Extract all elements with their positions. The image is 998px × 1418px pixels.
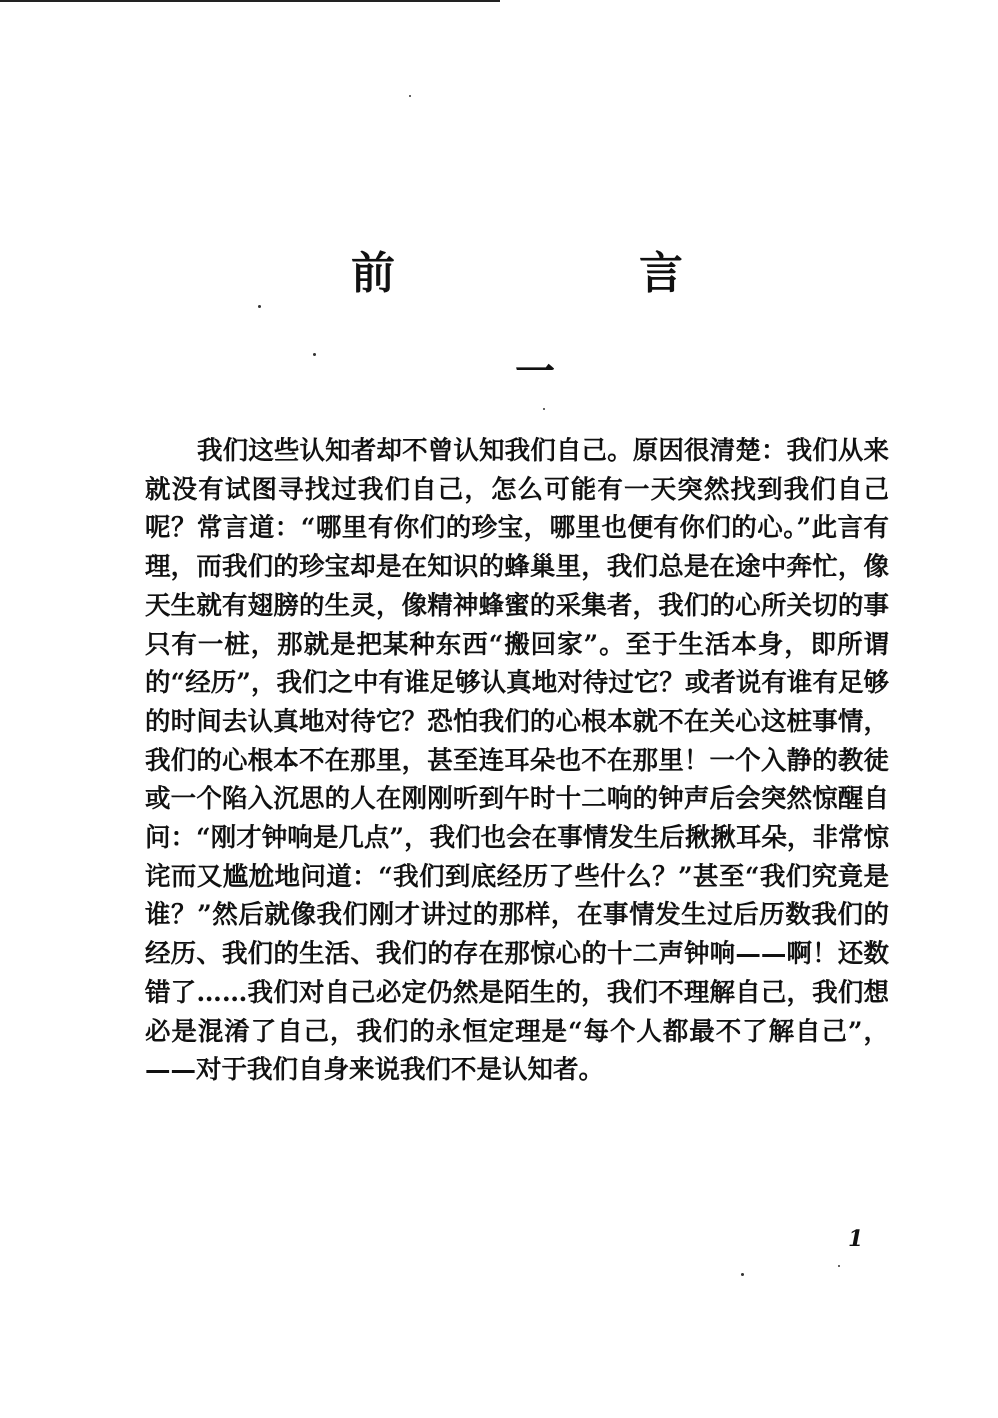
page-number: 1 (848, 1226, 864, 1252)
scan-speck (258, 305, 261, 308)
chapter-title: 前 言 (351, 248, 783, 299)
scan-speck (409, 95, 411, 97)
scan-speck (741, 1273, 744, 1276)
scan-speck (543, 408, 545, 410)
body-paragraph: 我们这些认知者却不曾认知我们自己。原因很清楚：我们从来就没有试图寻找过我们自己，怎么可能有一天突然找到我们自己呢？常言道：“哪里有你们的珍宝，哪里也便有你们的心。”此言有理，而我们的珍宝却是在知识的蜂巢里，我们总是在途中奔忙，像天生就有翅膀的生灵，像精神蜂蜜的采集者，我们的心所关切的事只有一桩，那就是把某种东西“搬回家”。至于生活本身，即所谓的“经历”，我们之中有谁足够认真地对待过它？或者说有谁有足够的时间去认真地对待它？恐怕我们的心根本就不在关心这桩事情，我们的心根本不在那里，甚至连耳朵也不在那里！一个入静的教徒或一个陷入沉思的人在刚刚听到午时十二响的钟声后会突然惊醒自问：“刚才钟响是几点”，我们也会在事情发生后揪揪耳朵，非常惊诧而又尴尬地问道：“我们到底经历了些什么？”甚至“我们究竟是谁？”然后就像我们刚才讲过的那样，在事情发生过后历数我们的经历、我们的生活、我们的存在那惊心的十二声钟响——啊！还数错了……我们对自己必定仍然是陌生的，我们不理解自己，我们想必是混淆了自己，我们的永恒定理是“每个人都最不了解自己”，——对于我们自身来说我们不是认知者。 (145, 436, 889, 1086)
section-number: 一 (515, 348, 555, 395)
scan-speck (313, 353, 316, 356)
scan-speck (838, 1265, 840, 1267)
top-border-rule (0, 0, 500, 2)
